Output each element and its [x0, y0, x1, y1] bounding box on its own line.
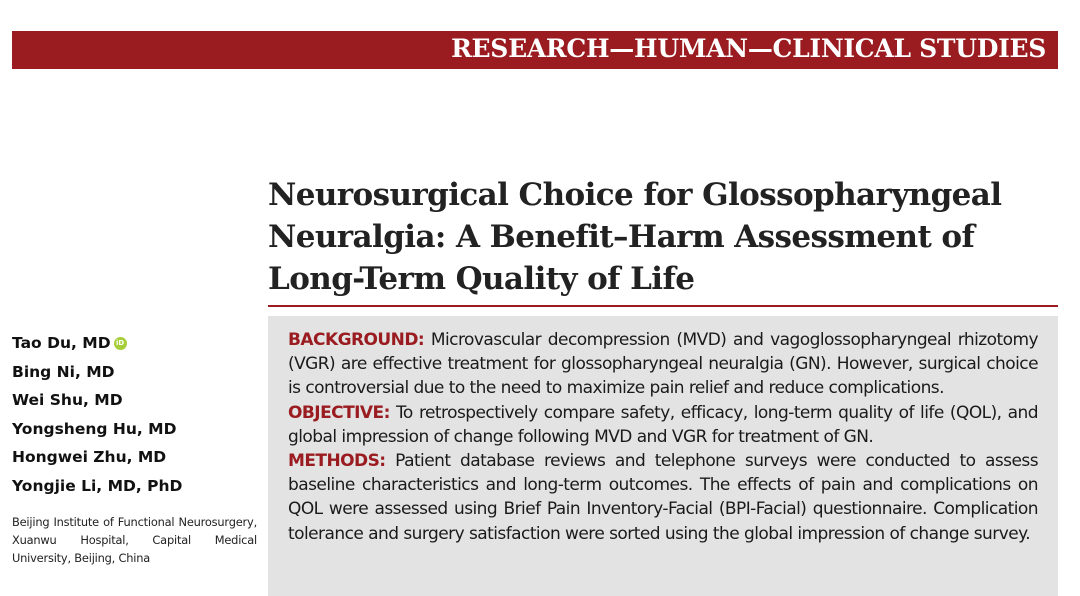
- methods-text: Patient database reviews and telephone surveys were conducted to assess baseline characteristics and long-term outcomes. The effects of pain and complications on QOL were assessed using Brief Pain Inventory-Facial (BPI-Facial) questionnaire. Complication tolerance and surgery satisfaction were sorted using the global impression of change survey.: [288, 451, 1038, 544]
- author-name: Wei Shu, MD: [12, 391, 123, 410]
- author-name: Hongwei Zhu, MD: [12, 448, 167, 467]
- objective-label: OBJECTIVE:: [288, 402, 390, 423]
- article-title: Neurosurgical Choice for Glossopharyngeal Neuralgia: A Benefit–Harm Assessment of Long-Term Quality of Life: [268, 177, 1002, 297]
- author-name: Yongsheng Hu, MD: [12, 419, 177, 438]
- title-divider: [268, 305, 1058, 307]
- section-banner-text: RESEARCH—HUMAN—CLINICAL STUDIES: [451, 34, 1046, 63]
- author-name-text: Tao Du, MD: [12, 334, 111, 352]
- abstract-methods: [288, 449, 1038, 546]
- background-label: BACKGROUND:: [288, 330, 425, 350]
- abstract-background: [288, 328, 1038, 401]
- abstract-box: [268, 316, 1058, 596]
- author-list: [12, 329, 257, 567]
- methods-label: METHODS:: [288, 451, 386, 472]
- abstract-text: [288, 328, 1038, 546]
- abstract-objective: [288, 401, 1038, 449]
- objective-text: To retrospectively compare safety, efficacy, long-term quality of life (QOL), and global impression of change following MVD and VGR for treatment of GN.: [288, 402, 1038, 447]
- author-name: Yongjie Li, MD, PhD: [12, 476, 183, 495]
- section-banner: [12, 31, 1058, 69]
- author-name: [12, 329, 257, 358]
- orcid-icon[interactable]: iD: [114, 337, 127, 350]
- background-text: Microvascular decompression (MVD) and vagoglossopharyngeal rhizotomy (VGR) are effective treatment for glossopharyngeal neuralgia (GN). However, surgical choice is controversial due to the need to maximize pain relief and reduce complications.: [288, 330, 1038, 399]
- author-name: Bing Ni, MD: [12, 362, 115, 381]
- author-affiliation: Beijing Institute of Functional Neurosurgery, Xuanwu Hospital, Capital Medical University, Beijing, China: [12, 514, 257, 565]
